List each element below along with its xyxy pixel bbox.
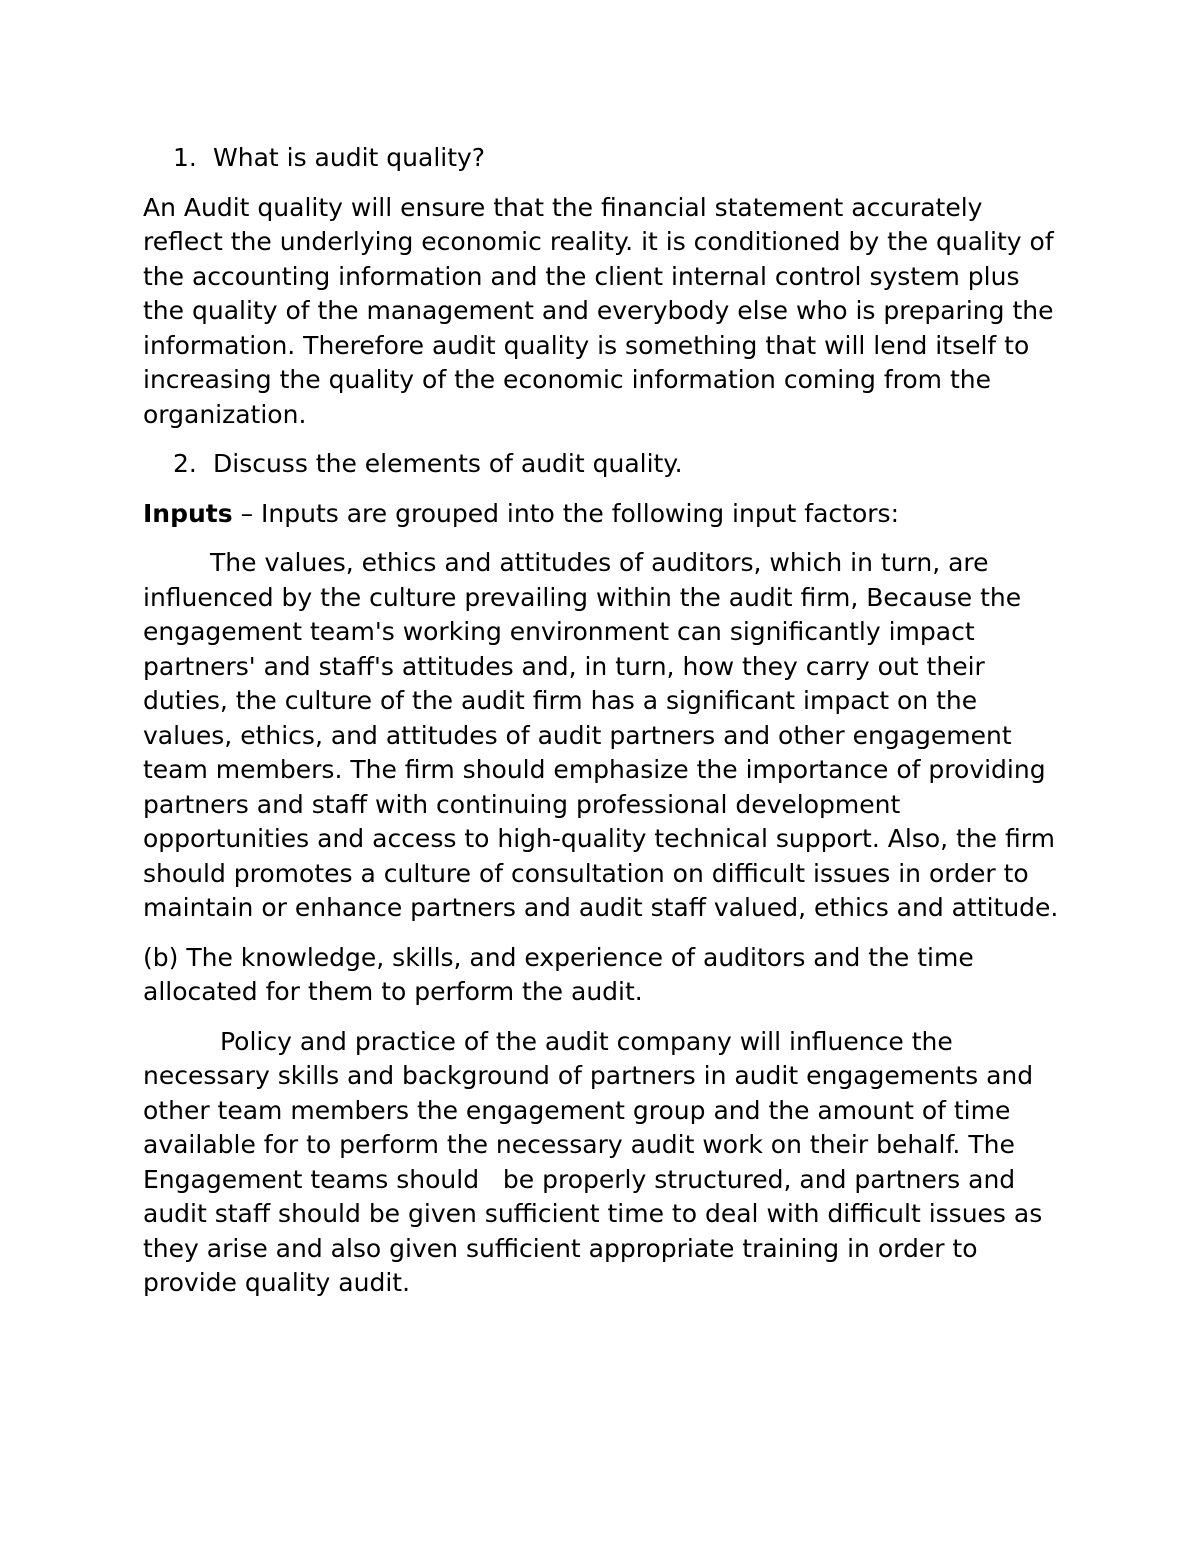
inputs-paragraph [143,497,1068,532]
question-1 [143,141,1068,176]
document-body [143,141,1068,1301]
knowledge-skills-paragraph: (b) The knowledge, skills, and experience of auditors and the time allocated for them to perform the audit. [143,942,974,1006]
question-2-text: Discuss the elements of audit quality. [213,449,683,478]
inputs-label: Inputs [143,498,233,528]
question-1-number: 1. [173,143,197,172]
answer-1-paragraph: An Audit quality will ensure that the financial statement accurately reflect the underlying economic reality. it is conditioned by the quality of the accounting information and the client internal control system plus the quality of the management and everybody else who is preparing the information. Therefore audit quality is something that will lend itself to increasing the quality of the economic information coming from the organization. [143,192,1054,429]
question-2-number: 2. [173,449,197,478]
question-2 [143,447,1068,482]
policy-practice-paragraph: Policy and practice of the audit company will influence the necessary skills and background of partners in audit engagements and other team members the engagement group and the amount of time available for to perform the necessary audit work on their behalf. The Engagement teams should be properly structured, and partners and audit staff should be given sufficient time to deal with difficult issues as they arise and also given sufficient appropriate training in order to provide quality audit. [143,1026,1051,1297]
inputs-text: – Inputs are grouped into the following input factors: [232,498,899,528]
values-ethics-paragraph: The values, ethics and attitudes of auditors, which in turn, are influenced by the culture prevailing within the audit firm, Because the engagement team's working environment can significantly impact partners' and staff's attitudes and, in turn, how they carry out their duties, the culture of the audit firm has a significant impact on the values, ethics, and attitudes of audit partners and other engagement team members. The firm should emphasize the importance of providing partners and staff with continuing professional development opportunities and access to high-quality technical support. Also, the firm should promotes a culture of consultation on difficult issues in order to maintain or enhance partners and audit staff valued, ethics and attitude. [143,548,1059,922]
question-1-text: What is audit quality? [213,143,486,172]
